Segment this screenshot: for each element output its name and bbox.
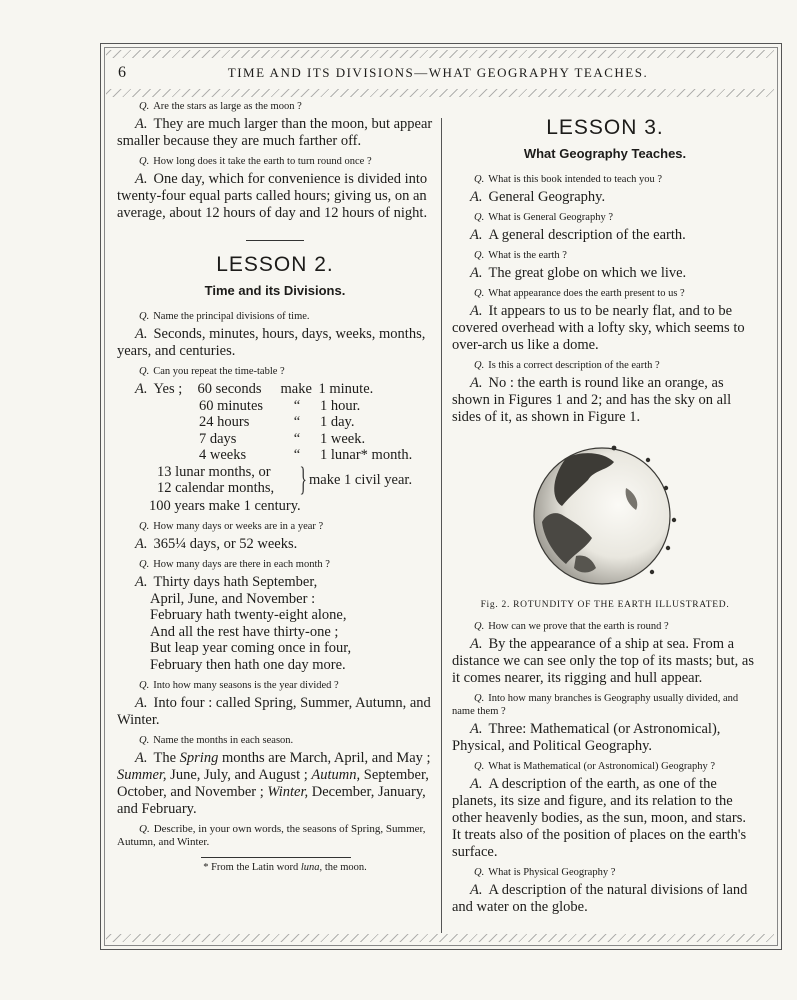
question: Q. How many days or weeks are in a year ? (139, 521, 324, 532)
answer: A. By the appearance of a ship at sea. From a distance we can see only the top of its masts; but, as it comes nearer, its rigging and hull appear. (452, 636, 755, 686)
time-table-row: 100 years make 1 century. (149, 497, 301, 514)
answer: A. No : the earth is round like an orange, as shown in Figures 1 and 2; and has the sky on all sides of it, as shown in Figure 1. (452, 375, 732, 425)
lesson-3-subtitle: What Geography Teaches. (523, 146, 687, 161)
question: Q. What is Mathematical (or Astronomical) Geography ? (474, 761, 716, 772)
question: Q. Can you repeat the time-table ? (139, 366, 285, 377)
footnote-rule (201, 857, 351, 858)
time-table-row: 4 weeks “ 1 lunar* month. (199, 447, 413, 463)
question: Q. What is Physical Geography ? (474, 867, 616, 878)
header-ornament (106, 89, 774, 97)
time-table-row: A. Yes ; 60 seconds make 1 minute. (135, 381, 374, 397)
answer: A. It appears to us to be nearly flat, and to be covered overhead with a lofty sky, which seems to over-arch us like a dome. (452, 303, 745, 353)
question: Q. What appearance does the earth present to us ? (474, 288, 685, 299)
qa-stars (117, 100, 433, 150)
time-table-row: 24 hours “ 1 day. (199, 414, 355, 430)
answer: A. A general description of the earth. (470, 227, 686, 243)
running-title: TIME AND ITS DIVISIONS—WHAT GEOGRAPHY TEACHES. (227, 65, 649, 80)
answer: A. Three: Mathematical (or Astronomical), Physical, and Political Geography. (452, 721, 721, 754)
question: Q. What is the earth ? (474, 250, 567, 261)
answer: A. The great globe on which we live. (470, 265, 687, 281)
question: Q. Are the stars as large as the moon ? (139, 101, 302, 112)
figure-2 (452, 436, 758, 596)
lesson-3-title: LESSON 3. (546, 116, 664, 139)
question: Q. What is General Geography ? (474, 212, 613, 223)
time-table-row: 60 minutes “ 1 hour. (199, 397, 361, 414)
time-table (117, 381, 433, 514)
bottom-ornament (106, 934, 774, 942)
section-rule (246, 240, 304, 241)
verse-line: April, June, and November : (150, 590, 316, 607)
months-verse (117, 574, 433, 673)
brace-text: make 1 civil year. (309, 471, 413, 488)
page-header (118, 64, 758, 86)
answer: A. General Geography. (470, 189, 606, 205)
question: Q. Name the months in each season. (139, 735, 294, 746)
left-column (117, 100, 433, 873)
question: Q. How long does it take the earth to turn round once ? (139, 156, 372, 167)
time-table-row: 7 days “ 1 week. (199, 430, 366, 447)
answer: A. Seconds, minutes, hours, days, weeks, months, years, and centuries. (117, 326, 426, 359)
brace-line: 12 calendar months, (157, 480, 275, 496)
civil-year-brace (117, 460, 433, 498)
question: Q. How many days are there in each month ? (139, 559, 330, 570)
page-number: 6 (118, 64, 128, 81)
right-column (452, 100, 758, 921)
verse-line: A. Thirty days hath September, (135, 574, 318, 590)
answer: A. A description of the natural divisions of land and water on the globe. (452, 882, 748, 915)
question: Q. Is this a correct description of the earth ? (474, 360, 660, 371)
answer: A. 365¼ days, or 52 weeks. (135, 536, 298, 552)
question: Q. Name the principal divisions of time. (139, 311, 310, 322)
brace-line: 13 lunar months, or (157, 463, 271, 480)
question: Q. What is this book intended to teach you ? (474, 174, 663, 185)
globe-illustration (522, 436, 682, 596)
answer: A. A description of the earth, as one of the planets, its size and figure, and its relation to the other heavenly bodies, as the sun, moon, and stars. It treats also of the position of places on the earth's surface. (452, 776, 747, 860)
lesson-2-title: LESSON 2. (216, 253, 334, 276)
question: Q. Into how many seasons is the year divided ? (139, 680, 339, 691)
verse-line: February then hath one day more. (150, 656, 346, 673)
question: Q. How can we prove that the earth is round ? (474, 621, 669, 632)
answer: A. Into four : called Spring, Summer, Autumn, and Winter. (117, 695, 431, 728)
verse-line: But leap year coming once in four, (150, 640, 352, 656)
lesson-2-subtitle: Time and its Divisions. (204, 283, 346, 298)
footnote: * From the Latin word luna, the moon. (203, 862, 367, 873)
question: Q. Describe, in your own words, the seasons of Spring, Summer, Autumn, and Winter. (117, 823, 426, 848)
column-divider (441, 118, 442, 933)
figure-caption: Fig. 2. ROTUNDITY OF THE EARTH ILLUSTRATED. (480, 600, 730, 610)
top-ornament (106, 50, 774, 58)
answer: A. One day, which for convenience is divided into twenty-four equal parts called hours; giving us, on an average, about 12 hours of day and 12 hours of night. (117, 171, 428, 221)
answer: A. They are much larger than the moon, but appear smaller because they are much farther off. (117, 116, 433, 149)
verse-line: February hath twenty-eight alone, (150, 607, 347, 623)
question: Q. Into how many branches is Geography usually divided, and name them ? (452, 693, 739, 717)
verse-line: And all the rest have thirty-one ; (150, 623, 339, 640)
brace-glyph: } (299, 460, 307, 498)
answer: A. The Spring months are March, April, and May ; Summer, June, July, and August ; Autumn, September, October, and November ; Winter, December, January, and February. (117, 750, 431, 817)
qa-earth-turn (117, 155, 433, 222)
